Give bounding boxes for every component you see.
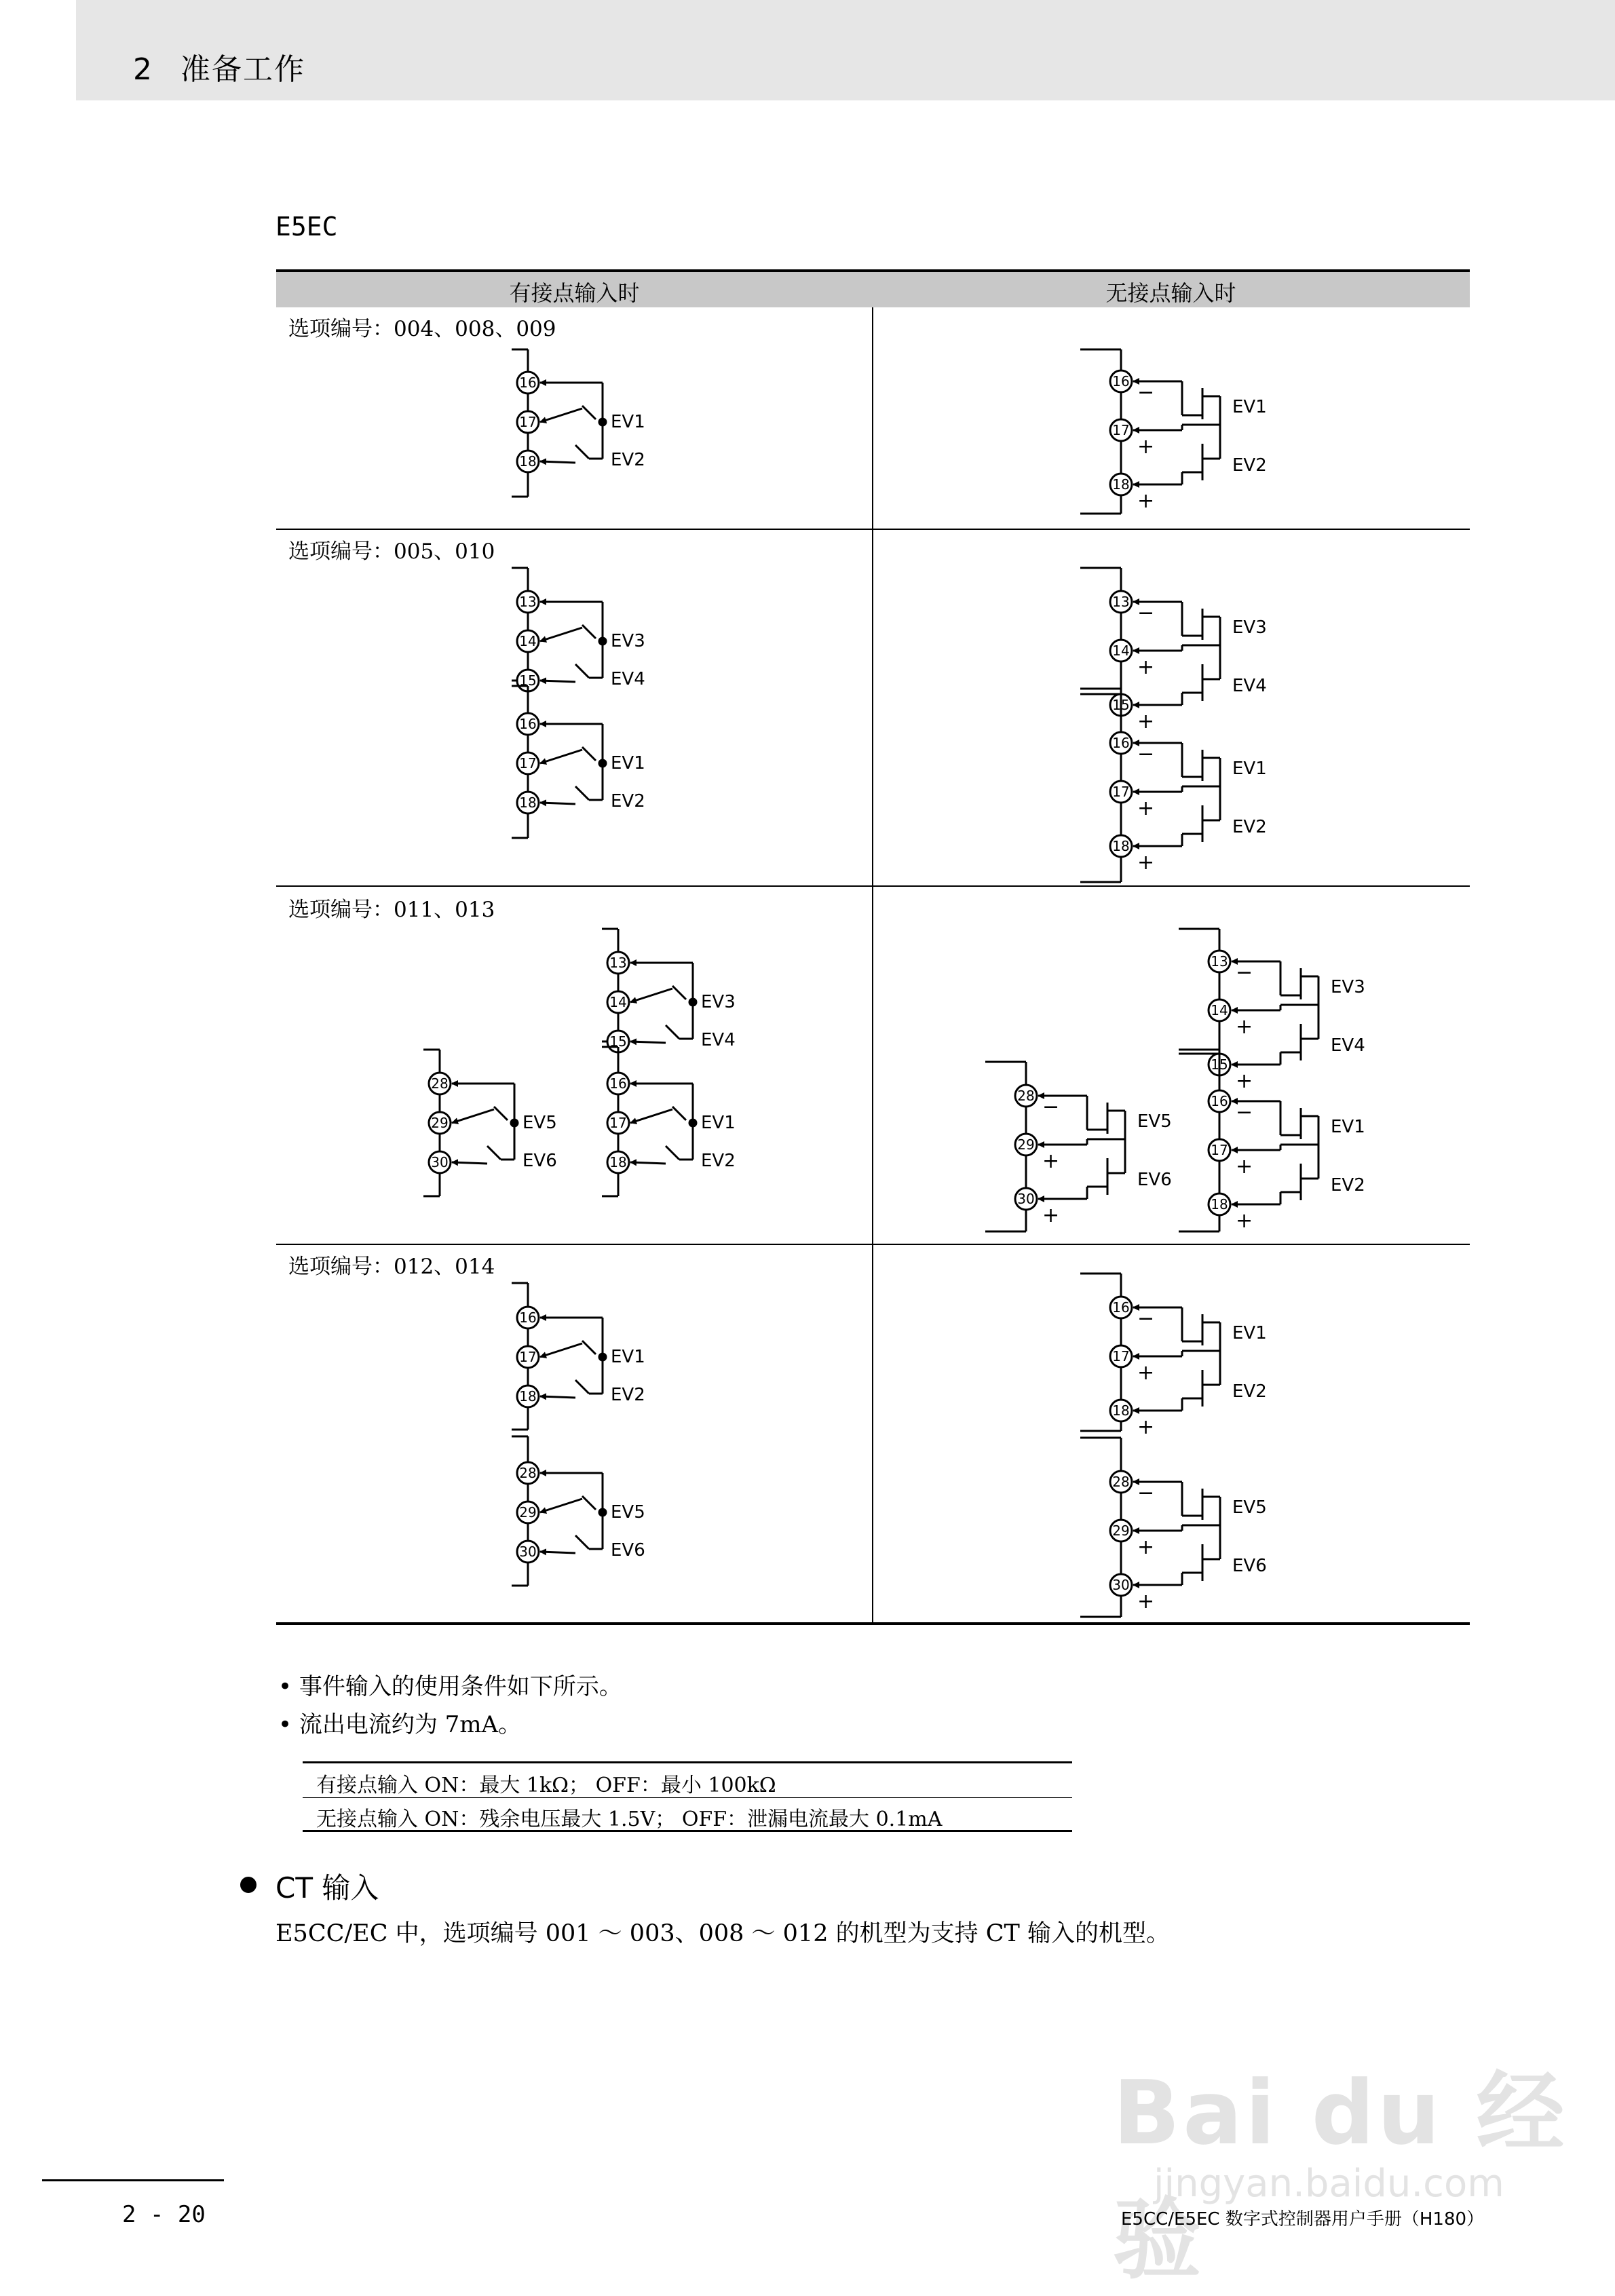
event-label-EV1: EV1 bbox=[701, 1113, 736, 1133]
bullet-dot-icon bbox=[240, 1877, 256, 1893]
event-label-EV4: EV4 bbox=[701, 1030, 736, 1050]
event-label-EV2: EV2 bbox=[1331, 1175, 1365, 1195]
wire-arrow bbox=[452, 1162, 487, 1164]
event-label-EV4: EV4 bbox=[1331, 1035, 1365, 1056]
terminal-13-label: 13 bbox=[519, 594, 537, 610]
event-label-EV1: EV1 bbox=[1232, 1323, 1267, 1343]
wire bbox=[575, 1535, 589, 1549]
event-label-EV1: EV1 bbox=[1331, 1117, 1365, 1137]
bullet-current: • 流出电流约为 7mA。 bbox=[278, 1711, 522, 1738]
terminal-28-label: 28 bbox=[1017, 1088, 1035, 1104]
terminal-16-label: 16 bbox=[609, 1075, 627, 1092]
terminal-16-label: 16 bbox=[1112, 735, 1130, 751]
polarity-plus: + bbox=[1137, 489, 1155, 513]
terminal-14-label: 14 bbox=[519, 633, 537, 649]
row-label-option-005-010: 选项编号：005、010 bbox=[288, 539, 495, 564]
wire bbox=[575, 664, 589, 678]
wire bbox=[582, 1341, 596, 1354]
wire-arrow bbox=[630, 1162, 666, 1164]
wire bbox=[487, 1146, 501, 1160]
wire-arrow bbox=[540, 1552, 575, 1553]
terminal-17-label: 17 bbox=[1211, 1142, 1228, 1158]
terminal-29-label: 29 bbox=[1017, 1136, 1035, 1153]
event-label-EV6: EV6 bbox=[1232, 1556, 1267, 1576]
wire-arrow bbox=[630, 989, 672, 1002]
event-label-EV2: EV2 bbox=[611, 1385, 645, 1405]
wire-arrow bbox=[540, 750, 582, 763]
polarity-plus: + bbox=[1236, 1209, 1253, 1233]
model-heading: E5EC bbox=[276, 212, 338, 242]
wire-arrow bbox=[540, 1343, 582, 1357]
chapter-title: 准备工作 bbox=[180, 52, 305, 87]
wire bbox=[575, 1380, 589, 1394]
watermark-logo: Bai du 经验 bbox=[1113, 2061, 1568, 2291]
polarity-plus: + bbox=[1236, 1069, 1253, 1093]
terminal-28-label: 28 bbox=[1112, 1474, 1130, 1490]
wire bbox=[666, 1146, 679, 1160]
polarity-plus: + bbox=[1137, 851, 1155, 875]
wire bbox=[582, 625, 596, 638]
event-label-EV2: EV2 bbox=[1232, 817, 1267, 837]
terminal-14-label: 14 bbox=[609, 994, 627, 1010]
row-label-option-004-008-009: 选项编号：004、008、009 bbox=[288, 317, 556, 341]
page-number: 2 - 20 bbox=[122, 2201, 206, 2228]
wire bbox=[672, 1107, 686, 1120]
terminal-17-label: 17 bbox=[519, 1349, 537, 1365]
polarity-minus: − bbox=[1137, 742, 1155, 766]
condition-contact-row: 有接点输入 ON：最大 1kΩ； OFF：最小 100kΩ bbox=[316, 1774, 776, 1797]
ct-input-heading: CT 输入 bbox=[276, 1871, 379, 1905]
wire bbox=[672, 986, 686, 999]
terminal-17-label: 17 bbox=[519, 755, 537, 771]
terminal-17-label: 17 bbox=[1112, 1348, 1130, 1364]
wire-arrow bbox=[630, 1109, 672, 1123]
event-label-EV5: EV5 bbox=[611, 1502, 645, 1523]
terminal-17-label: 17 bbox=[1112, 784, 1130, 800]
wire bbox=[582, 1496, 596, 1510]
event-label-EV1: EV1 bbox=[611, 412, 645, 432]
row-label-option-011-013: 选项编号：011、013 bbox=[288, 898, 495, 922]
terminal-16-label: 16 bbox=[1211, 1093, 1228, 1109]
terminal-18-label: 18 bbox=[1112, 1402, 1130, 1419]
wire-arrow bbox=[540, 408, 582, 422]
terminal-18-label: 18 bbox=[519, 1388, 537, 1404]
terminal-18-label: 18 bbox=[1112, 476, 1130, 493]
polarity-minus: − bbox=[1236, 961, 1253, 984]
wire-arrow bbox=[540, 681, 575, 682]
wire-arrow bbox=[540, 628, 582, 641]
condition-table bbox=[303, 1761, 1072, 1832]
terminal-13-label: 13 bbox=[1211, 953, 1228, 970]
event-label-EV4: EV4 bbox=[611, 669, 645, 689]
terminal-30-label: 30 bbox=[519, 1544, 537, 1560]
terminal-17-label: 17 bbox=[519, 414, 537, 430]
event-label-EV3: EV3 bbox=[611, 631, 645, 651]
wire-arrow bbox=[540, 1499, 582, 1512]
event-label-EV6: EV6 bbox=[611, 1540, 645, 1561]
terminal-15-label: 15 bbox=[1112, 697, 1130, 713]
terminal-28-label: 28 bbox=[519, 1465, 537, 1481]
event-label-EV1: EV1 bbox=[611, 1347, 645, 1367]
event-label-EV2: EV2 bbox=[701, 1151, 736, 1171]
terminal-18-label: 18 bbox=[609, 1154, 627, 1170]
terminal-29-label: 29 bbox=[1112, 1523, 1130, 1539]
header-contact-input: 有接点输入时 bbox=[509, 280, 640, 306]
event-label-EV2: EV2 bbox=[1232, 1381, 1267, 1402]
event-label-EV6: EV6 bbox=[1137, 1170, 1172, 1190]
polarity-minus: − bbox=[1236, 1101, 1253, 1124]
header-noncontact-input: 无接点输入时 bbox=[1105, 280, 1236, 306]
condition-noncontact-row: 无接点输入 ON：残余电压最大 1.5V； OFF：泄漏电流最大 0.1mA bbox=[316, 1807, 943, 1831]
terminal-13-label: 13 bbox=[1112, 594, 1130, 610]
wire-arrow bbox=[630, 1041, 666, 1043]
terminal-15-label: 15 bbox=[519, 672, 537, 689]
terminal-29-label: 29 bbox=[431, 1115, 449, 1131]
wire bbox=[575, 786, 589, 800]
watermark-url: jingyan.baidu.com bbox=[1154, 2162, 1504, 2206]
terminal-16-label: 16 bbox=[1112, 1299, 1130, 1316]
event-label-EV3: EV3 bbox=[1331, 977, 1365, 997]
event-label-EV5: EV5 bbox=[1137, 1111, 1172, 1132]
bullet-usage-conditions: • 事件输入的使用条件如下所示。 bbox=[278, 1673, 622, 1700]
terminal-15-label: 15 bbox=[609, 1033, 627, 1050]
event-label-EV1: EV1 bbox=[611, 753, 645, 773]
condition-divider bbox=[303, 1797, 1072, 1798]
wire-arrow bbox=[452, 1109, 494, 1123]
terminal-30-label: 30 bbox=[431, 1154, 449, 1170]
chapter-number: 2 bbox=[133, 52, 153, 87]
event-label-EV5: EV5 bbox=[522, 1113, 557, 1133]
terminal-15-label: 15 bbox=[1211, 1056, 1228, 1073]
event-label-EV2: EV2 bbox=[1232, 455, 1267, 476]
terminal-14-label: 14 bbox=[1112, 643, 1130, 659]
wire-arrow bbox=[540, 461, 575, 463]
wire-arrow bbox=[540, 1396, 575, 1398]
footer-rule bbox=[42, 2179, 224, 2181]
wiring-diagrams bbox=[276, 269, 1470, 1625]
event-label-EV6: EV6 bbox=[522, 1151, 557, 1171]
wiring-table bbox=[276, 269, 1470, 1625]
row-label-option-012-014: 选项编号：012、014 bbox=[288, 1255, 495, 1279]
terminal-16-label: 16 bbox=[519, 375, 537, 391]
polarity-plus: + bbox=[1137, 797, 1155, 820]
event-label-EV5: EV5 bbox=[1232, 1497, 1267, 1518]
event-label-EV3: EV3 bbox=[701, 992, 736, 1012]
wire bbox=[582, 406, 596, 419]
terminal-13-label: 13 bbox=[609, 955, 627, 971]
terminal-14-label: 14 bbox=[1211, 1002, 1228, 1018]
event-label-EV3: EV3 bbox=[1232, 617, 1267, 638]
polarity-plus: + bbox=[1236, 1155, 1253, 1179]
terminal-17-label: 17 bbox=[609, 1115, 627, 1131]
ct-input-description: E5CC/EC 中，选项编号 001 ～ 003、008 ～ 012 的机型为支持 CT 输入的机型。 bbox=[276, 1920, 1170, 1947]
terminal-18-label: 18 bbox=[1211, 1196, 1228, 1212]
polarity-plus: + bbox=[1137, 435, 1155, 459]
polarity-plus: + bbox=[1042, 1149, 1060, 1173]
event-label-EV1: EV1 bbox=[1232, 759, 1267, 779]
terminal-30-label: 30 bbox=[1017, 1191, 1035, 1207]
polarity-plus: + bbox=[1236, 1015, 1253, 1039]
terminal-17-label: 17 bbox=[1112, 422, 1130, 438]
event-label-EV2: EV2 bbox=[611, 791, 645, 811]
wire bbox=[582, 747, 596, 761]
event-label-EV4: EV4 bbox=[1232, 676, 1267, 696]
polarity-plus: + bbox=[1137, 1590, 1155, 1613]
wire bbox=[575, 445, 589, 459]
terminal-30-label: 30 bbox=[1112, 1577, 1130, 1593]
header-bar bbox=[76, 0, 1615, 100]
manual-title: E5CC/E5EC 数字式控制器用户手册（H180） bbox=[1121, 2209, 1485, 2230]
terminal-18-label: 18 bbox=[1112, 838, 1130, 854]
polarity-minus: − bbox=[1137, 1481, 1155, 1505]
wire bbox=[494, 1107, 508, 1120]
event-label-EV1: EV1 bbox=[1232, 397, 1267, 417]
event-label-EV2: EV2 bbox=[611, 450, 645, 470]
terminal-16-label: 16 bbox=[1112, 373, 1130, 389]
terminal-16-label: 16 bbox=[519, 1309, 537, 1326]
wire-arrow bbox=[540, 803, 575, 804]
terminal-28-label: 28 bbox=[431, 1075, 449, 1092]
terminal-29-label: 29 bbox=[519, 1504, 537, 1520]
polarity-plus: + bbox=[1137, 1415, 1155, 1439]
polarity-plus: + bbox=[1137, 655, 1155, 679]
chapter-heading bbox=[133, 45, 305, 88]
polarity-minus: − bbox=[1137, 381, 1155, 404]
terminal-18-label: 18 bbox=[519, 453, 537, 470]
polarity-minus: − bbox=[1137, 601, 1155, 625]
polarity-plus: + bbox=[1042, 1204, 1060, 1227]
polarity-plus: + bbox=[1137, 1361, 1155, 1385]
polarity-minus: − bbox=[1137, 1307, 1155, 1331]
polarity-plus: + bbox=[1137, 1535, 1155, 1559]
terminal-18-label: 18 bbox=[519, 795, 537, 811]
terminal-16-label: 16 bbox=[519, 716, 537, 732]
polarity-minus: − bbox=[1042, 1095, 1060, 1119]
wire bbox=[666, 1025, 679, 1039]
polarity-plus: + bbox=[1137, 710, 1155, 733]
